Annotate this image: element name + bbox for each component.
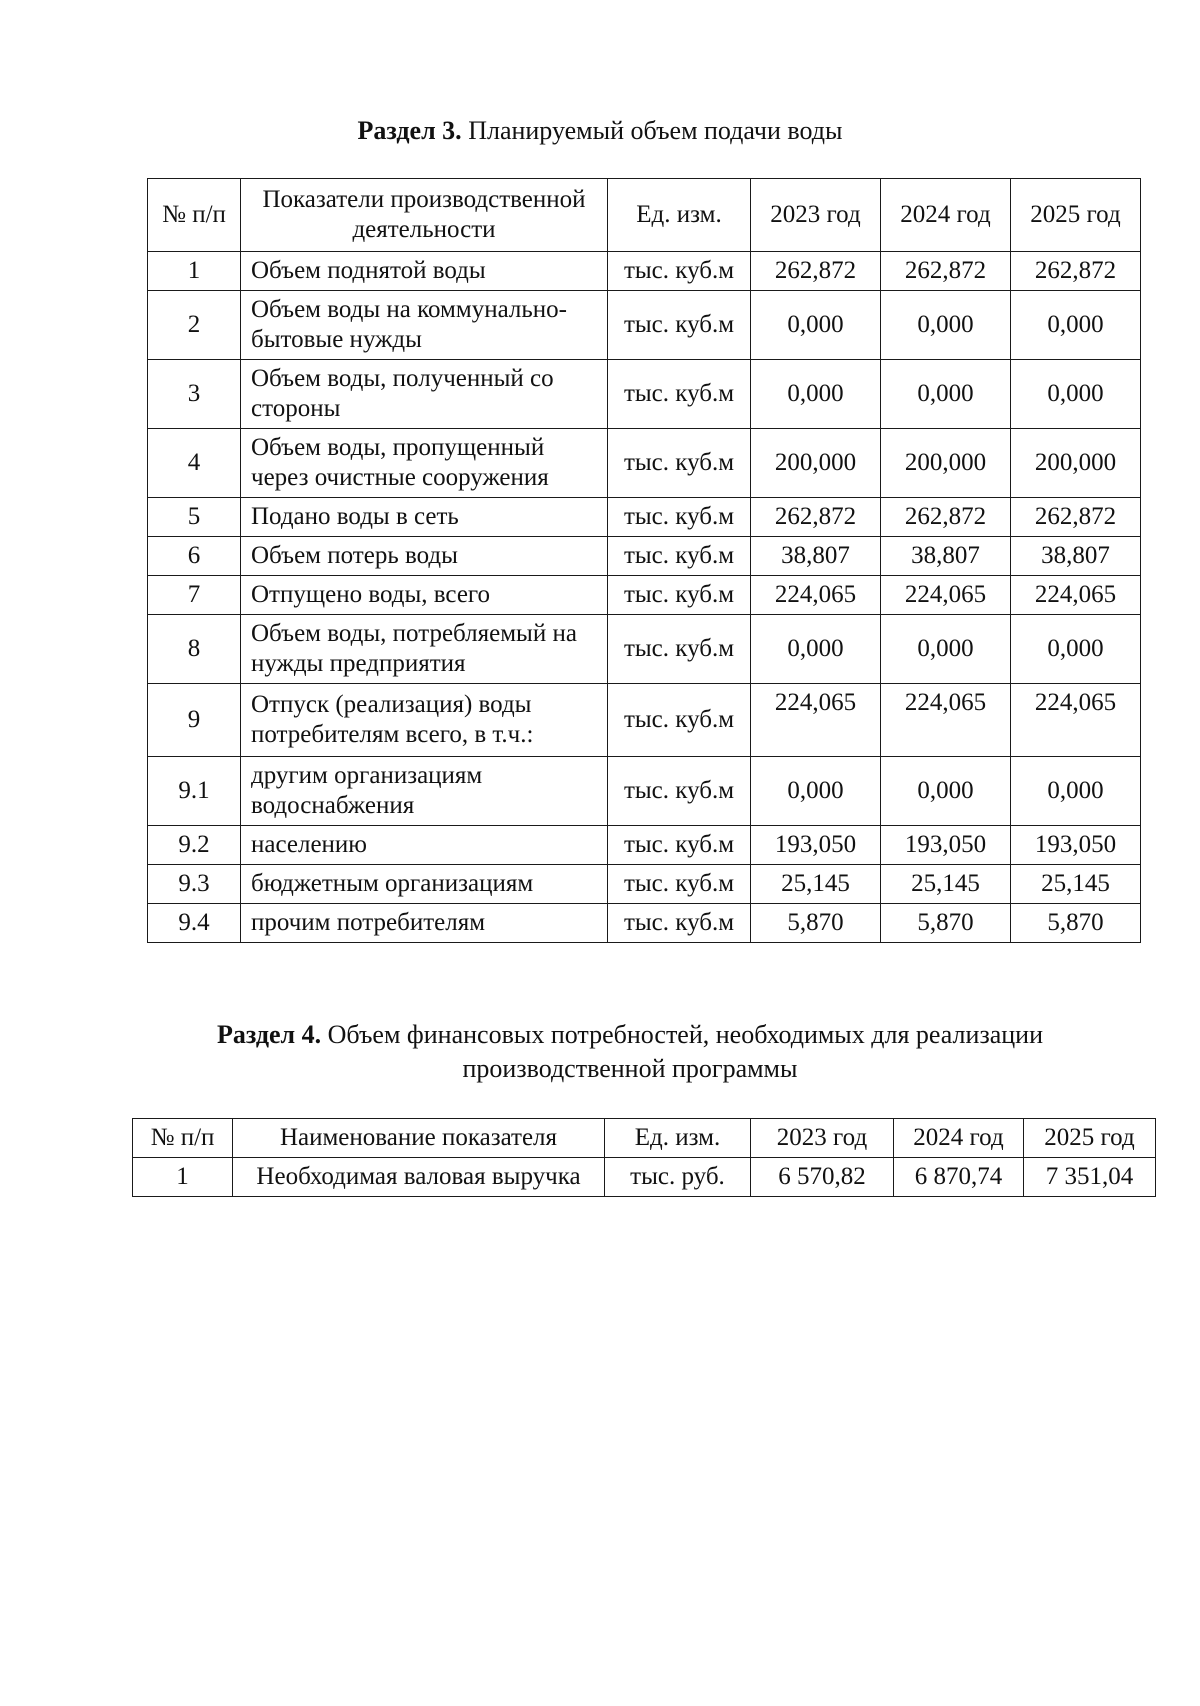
- row-unit: тыс. куб.м: [608, 576, 751, 615]
- row-value-2024: 38,807: [881, 537, 1011, 576]
- row-indicator: Объем поднятой воды: [241, 252, 608, 291]
- section-4-title: [160, 1018, 1100, 1086]
- row-value-2025: 193,050: [1011, 826, 1141, 865]
- row-value-2023: 0,000: [751, 291, 881, 360]
- header-indicator: Наименование показателя: [233, 1119, 605, 1158]
- row-value-2025: 262,872: [1011, 252, 1141, 291]
- row-indicator: Объем воды, полученный со стороны: [241, 360, 608, 429]
- table-row: [148, 615, 1141, 684]
- table-row: [148, 291, 1141, 360]
- table-row: [148, 537, 1141, 576]
- financial-needs-table: [132, 1118, 1156, 1197]
- row-indicator: прочим потребителям: [241, 904, 608, 943]
- row-value-2024: 0,000: [881, 757, 1011, 826]
- section-3-title-text: Планируемый объем подачи воды: [461, 116, 843, 145]
- row-value-2023: 200,000: [751, 429, 881, 498]
- row-num: 6: [148, 537, 241, 576]
- row-value-2025: 224,065: [1011, 684, 1141, 757]
- row-value-2025: 0,000: [1011, 615, 1141, 684]
- table-header-row: [148, 179, 1141, 252]
- row-value-2023: 0,000: [751, 615, 881, 684]
- table-row: [148, 757, 1141, 826]
- row-unit: тыс. куб.м: [608, 291, 751, 360]
- row-value-2024: 200,000: [881, 429, 1011, 498]
- row-num: 9.2: [148, 826, 241, 865]
- header-indicator: Показатели производственной деятельности: [241, 179, 608, 252]
- row-value-2025: 5,870: [1011, 904, 1141, 943]
- table-row: [148, 684, 1141, 757]
- row-unit: тыс. куб.м: [608, 757, 751, 826]
- row-indicator: Отпуск (реализация) воды потребителям всего, в т.ч.:: [241, 684, 608, 757]
- header-2023: 2023 год: [751, 1119, 894, 1158]
- row-value-2023: 224,065: [751, 576, 881, 615]
- row-value-2023: 5,870: [751, 904, 881, 943]
- row-unit: тыс. куб.м: [608, 498, 751, 537]
- row-value-2025: 25,145: [1011, 865, 1141, 904]
- header-2025: 2025 год: [1011, 179, 1141, 252]
- section-4-title-bold: Раздел 4.: [216, 1020, 322, 1049]
- row-indicator: населению: [241, 826, 608, 865]
- row-value-2024: 193,050: [881, 826, 1011, 865]
- row-value-2023: 224,065: [751, 684, 881, 757]
- row-unit: тыс. руб.: [605, 1158, 751, 1197]
- row-num: 1: [133, 1158, 233, 1197]
- row-indicator: Необходимая валовая выручка: [233, 1158, 605, 1197]
- row-value-2025: 262,872: [1011, 498, 1141, 537]
- table-row: [133, 1158, 1156, 1197]
- header-unit: Ед. изм.: [605, 1119, 751, 1158]
- water-supply-table: [147, 178, 1141, 943]
- row-indicator: Объем воды на коммунально-бытовые нужды: [241, 291, 608, 360]
- row-unit: тыс. куб.м: [608, 684, 751, 757]
- row-num: 3: [148, 360, 241, 429]
- row-indicator: Объем воды, потребляемый на нужды предприятия: [241, 615, 608, 684]
- row-num: 8: [148, 615, 241, 684]
- row-value-2023: 193,050: [751, 826, 881, 865]
- header-2025: 2025 год: [1024, 1119, 1156, 1158]
- row-indicator: Отпущено воды, всего: [241, 576, 608, 615]
- table-row: [148, 360, 1141, 429]
- row-num: 4: [148, 429, 241, 498]
- row-unit: тыс. куб.м: [608, 252, 751, 291]
- row-num: 9.4: [148, 904, 241, 943]
- row-value-2023: 6 570,82: [751, 1158, 894, 1197]
- row-value-2024: 0,000: [881, 291, 1011, 360]
- row-unit: тыс. куб.м: [608, 429, 751, 498]
- row-value-2023: 25,145: [751, 865, 881, 904]
- row-indicator: другим организациям водоснабжения: [241, 757, 608, 826]
- row-indicator: бюджетным организациям: [241, 865, 608, 904]
- row-value-2023: 262,872: [751, 252, 881, 291]
- header-unit: Ед. изм.: [608, 179, 751, 252]
- row-value-2025: 0,000: [1011, 757, 1141, 826]
- row-indicator: Объем потерь воды: [241, 537, 608, 576]
- header-2024: 2024 год: [894, 1119, 1024, 1158]
- row-value-2024: 0,000: [881, 615, 1011, 684]
- row-num: 2: [148, 291, 241, 360]
- row-indicator: Объем воды, пропущенный через очистные сооружения: [241, 429, 608, 498]
- table-row: [148, 865, 1141, 904]
- row-value-2023: 262,872: [751, 498, 881, 537]
- header-num: № п/п: [148, 179, 241, 252]
- row-value-2025: 0,000: [1011, 360, 1141, 429]
- row-unit: тыс. куб.м: [608, 360, 751, 429]
- row-num: 9.3: [148, 865, 241, 904]
- row-num: 5: [148, 498, 241, 537]
- row-value-2025: 224,065: [1011, 576, 1141, 615]
- row-value-2023: 0,000: [751, 360, 881, 429]
- row-num: 7: [148, 576, 241, 615]
- row-indicator: Подано воды в сеть: [241, 498, 608, 537]
- header-num: № п/п: [133, 1119, 233, 1158]
- table-row: [148, 904, 1141, 943]
- row-unit: тыс. куб.м: [608, 865, 751, 904]
- row-value-2024: 6 870,74: [894, 1158, 1024, 1197]
- row-value-2024: 224,065: [881, 684, 1011, 757]
- header-2023: 2023 год: [751, 179, 881, 252]
- row-value-2025: 200,000: [1011, 429, 1141, 498]
- row-unit: тыс. куб.м: [608, 826, 751, 865]
- row-unit: тыс. куб.м: [608, 537, 751, 576]
- row-value-2024: 25,145: [881, 865, 1011, 904]
- table-header-row: [133, 1119, 1156, 1158]
- row-value-2024: 5,870: [881, 904, 1011, 943]
- row-value-2025: 0,000: [1011, 291, 1141, 360]
- row-num: 9.1: [148, 757, 241, 826]
- row-value-2024: 0,000: [881, 360, 1011, 429]
- row-value-2024: 224,065: [881, 576, 1011, 615]
- table-row: [148, 826, 1141, 865]
- table-row: [148, 498, 1141, 537]
- row-value-2023: 0,000: [751, 757, 881, 826]
- row-value-2024: 262,872: [881, 252, 1011, 291]
- row-unit: тыс. куб.м: [608, 615, 751, 684]
- section-4-title-text: Объем финансовых потребностей, необходимых для реализации производственной программы: [321, 1020, 1044, 1083]
- table-row: [148, 252, 1141, 291]
- row-num: 1: [148, 252, 241, 291]
- row-unit: тыс. куб.м: [608, 904, 751, 943]
- section-3-title-bold: Раздел 3.: [357, 116, 462, 145]
- row-value-2024: 262,872: [881, 498, 1011, 537]
- header-2024: 2024 год: [881, 179, 1011, 252]
- row-value-2023: 38,807: [751, 537, 881, 576]
- row-value-2025: 38,807: [1011, 537, 1141, 576]
- row-value-2025: 7 351,04: [1024, 1158, 1156, 1197]
- section-3-title: [0, 114, 1200, 148]
- row-num: 9: [148, 684, 241, 757]
- table-row: [148, 576, 1141, 615]
- table-row: [148, 429, 1141, 498]
